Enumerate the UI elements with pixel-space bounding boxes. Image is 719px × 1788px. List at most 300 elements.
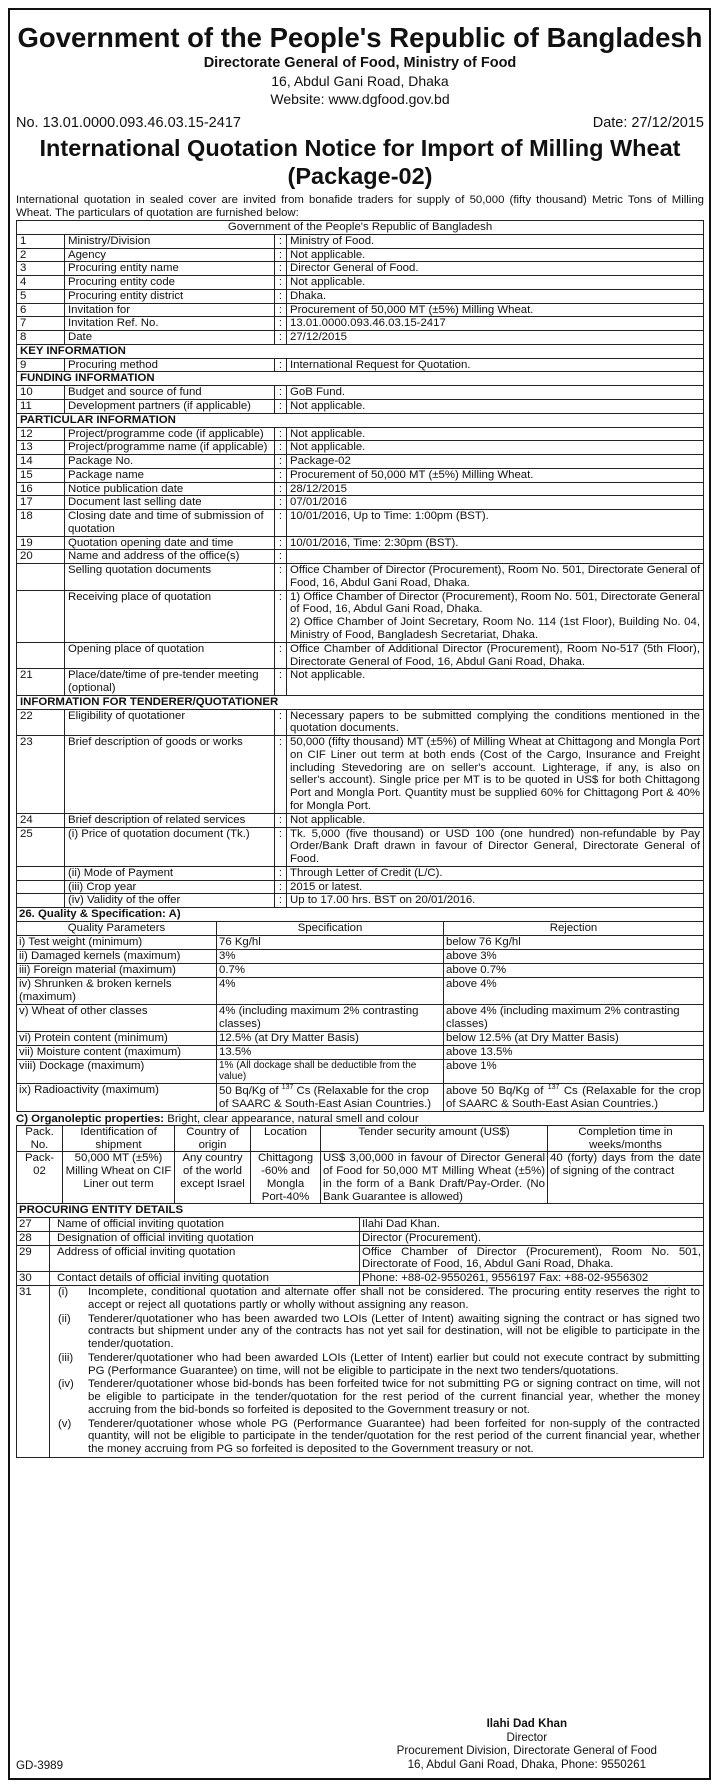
field-value-text: Package-02 [290,455,351,468]
pkg-identification: 50,000 MT (±5%) Milling Wheat on CIF Liner out term [63,1152,175,1204]
field-value [287,331,704,345]
conditions-list [50,1285,704,1457]
website: Website: www.dgfood.gov.bd [270,90,450,107]
field-value-text: Office Chamber of Director (Procurement), Room No. 501, Directorate General of Food, 16, Abdul Gani Road, Dhaka. [290,564,700,589]
field-value [287,455,704,469]
condition-text: Incomplete, conditional quotation and alternate offer shall not be considered. The procuring entity reserves the right to accept or reject all quotations partly or wholly without assigning any reason. [88,1285,700,1311]
field-value-text: Not applicable. [290,276,366,289]
row-number: 21 [17,669,65,696]
colon: : [275,276,287,290]
field-value-text: Procurement of 50,000 MT (±5%) Milling Wheat. [290,468,534,481]
quality-spec: 12.5% (at Dry Matter Basis) [217,1032,444,1046]
quality-row [17,978,704,1005]
field-value-text: 07/01/2016 [290,496,348,509]
colon: : [275,564,287,591]
section-row [17,695,704,709]
quality-spec [217,1083,444,1111]
row-number: 7 [17,317,65,331]
table-row [17,709,704,736]
field-label: Package No. [65,455,275,469]
table-row [17,590,704,642]
field-value-text: 1) Office Chamber of Director (Procurement), Room No. 501, Directorate General of Food, 16, Abdul Gani Road, Dhaka. [290,590,701,616]
package-table [16,1125,704,1204]
colon: : [275,642,287,669]
table-row [17,536,704,550]
procuring-row [17,1272,704,1286]
row-number [17,866,65,880]
quality-param: v) Wheat of other classes [17,1005,217,1032]
field-value-text: 27/12/2015 [290,331,348,344]
quality-row [17,1046,704,1060]
field-value [287,709,704,736]
row-number: 20 [17,550,65,564]
field-label: Procuring method [65,358,275,372]
colon: : [275,669,287,696]
field-value [287,248,704,262]
quality-rejection: above 0.7% [444,964,704,978]
field-value [287,880,704,894]
field-value [287,564,704,591]
quality-rejection: above 13.5% [444,1046,704,1060]
pkg-completion: 40 (forty) days from the date of signing of the contract [548,1152,704,1204]
colon: : [275,427,287,441]
table-row [17,303,704,317]
row-number: 23 [17,736,65,814]
signatory-address: 16, Abdul Gani Road, Dhaka, Phone: 9550261 [407,1758,647,1772]
pkg-security: US$ 3,00,000 in favour of Director General of Food for 50,000 MT Milling Wheat (±5%) in the form of a Bank Draft/Pay-Order. (No Bank Guarantee is allowed) [321,1152,548,1204]
field-value [287,866,704,880]
quality-row [17,936,704,950]
row-number: 1 [17,234,65,248]
quality-spec: 4% [217,978,444,1005]
field-label: Quotation opening date and time [65,536,275,550]
procuring-row [17,1218,704,1232]
notice-date: Date: 27/12/2015 [592,115,704,132]
field-label: Invitation for [65,303,275,317]
directorate-name: Directorate General of Food, Ministry of Food [203,54,517,71]
quality-param: ix) Radioactivity (maximum) [17,1083,217,1111]
condition-item [50,1313,700,1352]
pkg-origin: Any country of the world except Israel [175,1152,251,1204]
office-address: 16, Abdul Gani Road, Dhaka [271,72,449,89]
quality-col-rejection: Rejection [444,922,704,936]
row-number: 11 [17,400,65,414]
field-value [287,234,704,248]
row-number: 17 [17,496,65,510]
field-value [287,441,704,455]
field-label: Invitation Ref. No. [65,317,275,331]
table-row [17,736,704,814]
field-value-text: Tk. 5,000 (five thousand) or USD 100 (one hundred) non-refundable by Pay Order/Bank Draft drawn in favour of Director General, Directorate General of Food. [290,827,700,866]
field-label: Notice publication date [65,482,275,496]
pkg-no: Pack-02 [17,1152,63,1204]
row-number: 19 [17,536,65,550]
field-value-text: Through Letter of Credit (L/C). [290,866,443,879]
table-row [17,642,704,669]
field-value [287,317,704,331]
field-label: Brief description of related services [65,813,275,827]
row-number: 12 [17,427,65,441]
field-label: Budget and source of fund [65,386,275,400]
signatory-name: Ilahi Dad Khan [486,1717,568,1730]
field-label: (iv) Validity of the offer [65,894,275,908]
spec-text-pre: 50 Bq/Kg of [219,1084,282,1097]
field-label: Procuring entity code [65,276,275,290]
quality-spec: 0.7% [217,964,444,978]
colon: : [275,866,287,880]
quality-rejection: below 12.5% (at Dry Matter Basis) [444,1032,704,1046]
condition-roman: (v) [58,1417,72,1430]
colon: : [275,317,287,331]
field-label: (i) Price of quotation document (Tk.) [65,827,275,866]
condition-roman: (i) [58,1285,69,1298]
section-row [17,372,704,386]
table-row [17,427,704,441]
field-value [287,276,704,290]
field-value [287,590,704,642]
field-value-text: Not applicable. [290,427,366,440]
field-value-text: Up to 17.00 hrs. BST on 20/01/2016. [290,894,476,907]
field-value [287,289,704,303]
field-value: Director (Procurement). [360,1231,704,1245]
field-label: Document last selling date [65,496,275,510]
field-label: Contact details of official inviting quotation [50,1272,360,1286]
table-row [17,482,704,496]
field-value [287,496,704,510]
table-row [17,827,704,866]
quality-spec: 1% (All dockage shall be deductible from the value) [217,1060,444,1084]
isotope-superscript: 137 [281,1083,294,1091]
row-number: 28 [17,1231,50,1245]
field-label: Date [65,331,275,345]
table-row [17,262,704,276]
row-number [17,894,65,908]
table-row [17,386,704,400]
colon: : [275,386,287,400]
field-value [287,642,704,669]
field-label: Project/programme name (if applicable) [65,441,275,455]
field-label: Agency [65,248,275,262]
colon: : [275,331,287,345]
field-label: Selling quotation documents [65,564,275,591]
quality-rejection: below 76 Kg/hl [444,936,704,950]
colon: : [275,289,287,303]
field-value-text-2: 2) Office Chamber of Joint Secretary, Room No. 114 (1st Floor), Building No. 04, Ministry of Food, Bangladesh Secretariat, Dhaka. [290,616,700,642]
quality-row [17,1083,704,1111]
field-label: Address of official inviting quotation [50,1245,360,1272]
field-value [287,813,704,827]
field-value [287,827,704,866]
notice-title-line1: International Quotation Notice for Import of Milling Wheat [39,134,681,161]
table-row [17,234,704,248]
field-label: (ii) Mode of Payment [65,866,275,880]
field-value-text: 10/01/2016, Time: 2:30pm (BST). [290,536,459,549]
field-value [287,358,704,372]
quality-heading: 26. Quality & Specification: A) [17,908,704,922]
field-value-text: Not applicable. [290,669,366,682]
field-value [287,550,704,564]
field-value-text: Director General of Food. [290,262,419,275]
field-value [287,510,704,537]
quality-param: iv) Shrunken & broken kernels (maximum) [17,978,217,1005]
field-value [287,386,704,400]
row-number: 15 [17,468,65,482]
table-row [17,866,704,880]
table-row [17,289,704,303]
field-label: Development partners (if applicable) [65,400,275,414]
row-number: 9 [17,358,65,372]
quality-row [17,1032,704,1046]
section-heading: KEY INFORMATION [17,344,704,358]
colon: : [275,536,287,550]
table-row [17,358,704,372]
field-value-text: 50,000 (fifty thousand) MT (±5%) of Milling Wheat at Chittagong and Mongla Port on CIF Liner out term at both ends (Cost of the Cargo, Insurance and Freight including Stevedoring are on seller's account. Lighterage, if any, is also on seller's account). Single price per MT is to be quoted in US$ for both Chittagong Port and Mongla Port. Quantity must be supplied 60% for Chittagong Port & 40% for Mongla Port. [290,736,700,812]
quality-param: vii) Moisture content (maximum) [17,1046,217,1060]
colon: : [275,496,287,510]
procuring-row [17,1245,704,1272]
section-heading: INFORMATION FOR TENDERER/QUOTATIONER [17,695,704,709]
quality-spec: 4% (including maximum 2% contrasting classes) [217,1005,444,1032]
field-label: Name and address of the office(s) [65,550,275,564]
row-number: 8 [17,331,65,345]
pkg-col-origin: Country of origin [175,1126,251,1152]
quality-rejection: above 4% [444,978,704,1005]
field-value-text: 2015 or latest. [290,880,363,893]
field-value-text: Procurement of 50,000 MT (±5%) Milling Wheat. [290,303,534,316]
condition-text: Tenderer/quotationer whose bid-bonds has been forfeited twice for not submitting PG or signing contract on time, will not be eligible to participate in the tender/quotation for the rest period of the current financial year, whether the money accruing from the bid-bonds so forfeited is deposited to the Government treasury or not. [88,1378,700,1416]
field-value: Office Chamber of Director (Procurement), Room No. 501, Directorate of Food, 16, Abdul Gani Road, Dhaka. [360,1245,704,1272]
notice-page [8,8,711,1780]
field-label: Eligibility of quotationer [65,709,275,736]
field-label: (iii) Crop year [65,880,275,894]
row-number: 27 [17,1218,50,1232]
organoleptic-label: C) Organoleptic properties: [16,1112,165,1125]
quality-row [17,950,704,964]
section-heading: FUNDING INFORMATION [17,372,704,386]
quality-rejection [444,1083,704,1111]
procuring-heading: PROCURING ENTITY DETAILS [17,1204,704,1217]
quality-row [17,1005,704,1032]
table-row [17,669,704,696]
procuring-row [17,1231,704,1245]
field-value [287,468,704,482]
colon: : [275,400,287,414]
section-heading: PARTICULAR INFORMATION [17,413,704,427]
field-label: Project/programme code (if applicable) [65,427,275,441]
colon: : [275,709,287,736]
organoleptic-text: Bright, clear appearance, natural smell and colour [164,1112,419,1125]
quality-col-spec: Specification [217,922,444,936]
quality-table [16,908,704,1112]
quality-param: iii) Foreign material (maximum) [17,964,217,978]
row-number: 30 [17,1272,50,1286]
colon: : [275,894,287,908]
field-value-text: Not applicable. [290,400,366,412]
pkg-col-location: Location [251,1126,321,1152]
field-value-text: Not applicable. [290,248,366,261]
table-row [17,496,704,510]
gd-code: GD-3989 [16,1759,64,1772]
row-number: 31 [17,1285,50,1457]
field-value-text: GoB Fund. [290,386,346,399]
notice-title-line2: (Package-02) [287,163,433,190]
quality-param: ii) Damaged kernels (maximum) [17,950,217,964]
pkg-col-completion: Completion time in weeks/months [548,1126,704,1152]
section-row [17,344,704,358]
field-label: Brief description of goods or works [65,736,275,814]
field-value-text: 13.01.0000.093.46.03.15-2417 [290,317,446,330]
table-row [17,441,704,455]
row-number: 4 [17,276,65,290]
colon: : [275,303,287,317]
field-value-text: Dhaka. [290,289,327,302]
spec-text-post: Cs (Relaxable for the crop of SAARC & South-East Asian Countries.) [219,1084,432,1110]
row-number: 3 [17,262,65,276]
field-label: Place/date/time of pre-tender meeting (optional) [65,669,275,696]
row-number: 14 [17,455,65,469]
field-value [287,894,704,908]
table-row [17,813,704,827]
reference-number: No. 13.01.0000.093.46.03.15-2417 [16,115,241,132]
table-row [17,510,704,537]
condition-roman: (iv) [58,1378,74,1391]
row-number: 6 [17,303,65,317]
particulars-table [16,220,704,908]
condition-item [50,1378,700,1417]
quality-col-params: Quality Parameters [17,922,217,936]
field-label: Closing date and time of submission of quotation [65,510,275,537]
row-number [17,880,65,894]
table-row [17,317,704,331]
table-row [17,276,704,290]
field-value [287,669,704,696]
row-number: 18 [17,510,65,537]
govt-title: Government of the People's Republic of Bangladesh [17,22,703,53]
colon: : [275,468,287,482]
isotope-superscript: 137 [547,1083,560,1091]
field-value-text: International Request for Quotation. [290,358,471,371]
reference-row [16,115,704,132]
field-value [287,736,704,814]
quality-row [17,964,704,978]
field-value [287,536,704,550]
field-value-text: Not applicable. [290,813,366,826]
colon: : [275,248,287,262]
pkg-col-identification: Identification of shipment [63,1126,175,1152]
table-row [17,468,704,482]
table-row [17,564,704,591]
table-row [17,550,704,564]
colon: : [275,510,287,537]
row-number: 2 [17,248,65,262]
condition-item [50,1286,700,1313]
colon: : [275,550,287,564]
field-value: Phone: +88-02-9550261, 9556197 Fax: +88-02-9556302 [360,1272,704,1286]
quality-param: i) Test weight (minimum) [17,936,217,950]
rej-text-pre: above 50 Bq/Kg of [446,1084,548,1097]
field-label: Package name [65,468,275,482]
row-number: 10 [17,386,65,400]
signatory-office: Procurement Division, Directorate General of Food [396,1744,657,1758]
pkg-col-security: Tender security amount (US$) [321,1126,548,1152]
colon: : [275,482,287,496]
quality-rejection: above 1% [444,1060,704,1084]
procuring-table [16,1204,704,1458]
colon: : [275,262,287,276]
colon: : [275,813,287,827]
conditions-row [17,1285,704,1457]
quality-rejection: above 4% (including maximum 2% contrasting classes) [444,1005,704,1032]
signatory-title: Director [506,1730,548,1744]
table-row [17,248,704,262]
condition-text: Tenderer/quotationer whose whole PG (Performance Guarantee) had been forfeited for non-supply of the contracted quantity, will not be eligible to participate in the tender/quotation for the rest period of the current financial year, whether the money accruing from PG so forfeited is deposited to the Government treasury or not. [88,1417,700,1456]
colon: : [275,590,287,642]
field-value [287,482,704,496]
table-row [17,331,704,345]
section-row [17,413,704,427]
rej-text-post: Cs (Relaxable for the crop of SAARC & South-East Asian Countries.) [446,1084,701,1110]
quality-spec: 76 Kg/hl [217,936,444,950]
row-number: 24 [17,813,65,827]
field-value-text: Necessary papers to be submitted complying the conditions mentioned in the quotation documents. [290,709,700,735]
table-row [17,894,704,908]
field-label: Opening place of quotation [65,642,275,669]
colon: : [275,441,287,455]
table-row [17,400,704,414]
field-label: Ministry/Division [65,234,275,248]
field-value-text: Ministry of Food. [290,234,375,247]
field-value [287,400,704,414]
field-label: Name of official inviting quotation [50,1218,360,1232]
pkg-location: Chittagong -60% and Mongla Port-40% [251,1152,321,1204]
organoleptic-properties [16,1113,704,1126]
field-value-text: Not applicable. [290,441,366,454]
quality-spec: 3% [217,950,444,964]
condition-roman: (iii) [58,1351,74,1364]
table-row [17,455,704,469]
quality-param: vi) Protein content (minimum) [17,1032,217,1046]
field-label: Procuring entity name [65,262,275,276]
colon: : [275,880,287,894]
row-number: 16 [17,482,65,496]
condition-roman: (ii) [58,1312,71,1325]
notice-title [16,134,704,191]
row-number: 13 [17,441,65,455]
row-number [17,564,65,591]
field-value-text: 10/01/2016, Up to Time: 1:00pm (BST). [290,510,489,523]
row-number [17,642,65,669]
intro-paragraph: International quotation in sealed cover are invited from bonafide traders for supply of 50,000 (fifty thousand) Metric Tons of Milling Wheat. The particulars of quotation are furnished below: [16,193,704,219]
field-value: Ilahi Dad Khan. [360,1218,704,1232]
field-label: Designation of official inviting quotation [50,1231,360,1245]
row-number: 5 [17,289,65,303]
colon: : [275,736,287,814]
table-row [17,880,704,894]
field-label: Receiving place of quotation [65,590,275,642]
quality-spec: 13.5% [217,1046,444,1060]
field-value [287,303,704,317]
condition-item [50,1418,700,1457]
condition-item [50,1352,700,1379]
field-value [287,262,704,276]
table-heading: Government of the People's Republic of Bangladesh [17,221,704,235]
signature-block [397,1717,657,1772]
row-number: 25 [17,827,65,866]
condition-text: Tenderer/quotationer who had been awarded LOIs (Letter of Intent) earlier but could not execute contract by submitting PG (Performance Guarantee) on time, will not be eligible to participate in the next two tenders/quotations. [88,1351,700,1377]
colon: : [275,234,287,248]
condition-text: Tenderer/quotationer who has been awarded two LOIs (Letter of Intent) awaiting signing the contract or has signed two contracts but shipment under any of the contracts has not yet sail for destination, will not be eligible to participate in the tender/quotation. [88,1312,700,1351]
field-label: Procuring entity district [65,289,275,303]
